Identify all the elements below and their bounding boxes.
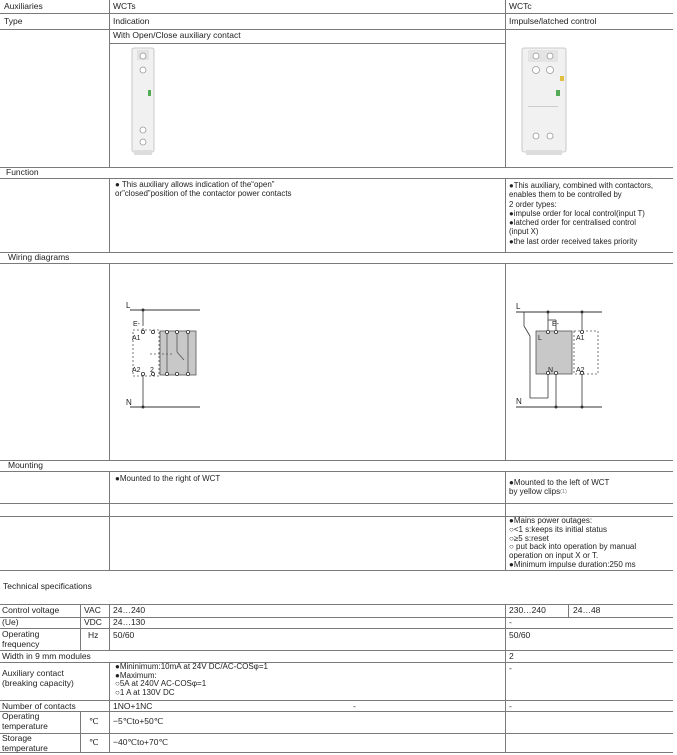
grid-line [0,650,673,651]
grid-line [0,570,673,571]
function-wcts-line: ● This auxiliary allows indication of the“open” [115,180,275,189]
grid-line [109,471,110,570]
op-freq-label [2,630,39,649]
op-temp-label-line: Operating [2,711,40,721]
wcts-a2-label: A2 [132,367,141,374]
aux-contact-label-line: (breaking capacity) [2,677,74,688]
width-wctc: 2 [509,651,514,661]
wctc-input-l-label: L [538,335,542,342]
function-wctc-line: ●the last order received takes priority [509,236,638,246]
aux-contact-wcts-line: ○5A at 240V AC-COSφ=1 [115,679,207,689]
grid-line [0,752,673,753]
mounting-wctc-line: ●Mounted to the left of WCT [509,478,610,487]
wcts-wiring-diagram [120,296,210,412]
op-freq-label-line: Operating [2,629,40,639]
contacts-label: Number of contacts [2,701,76,711]
function-wctc-line: ●This auxiliary, combined with contactors, [509,181,654,190]
aux-contact-wctc: - [509,663,512,673]
storage-temp-label-line: Storage [2,733,32,743]
wcts-wiring-n-label: N [126,398,132,407]
function-wctc-line: ●impulse order for local control(input T) [509,208,645,218]
grid-line [109,0,110,167]
ue-wctc: - [509,617,512,627]
wctc-a1-label: A1 [576,335,585,342]
aux-contact-wcts-line: ○1 A at 130V DC [115,687,175,697]
function-wctc-line: 2 order types: [509,199,557,209]
function-wctc-text [509,181,653,246]
wcts-product-image [128,46,160,156]
grid-line [505,604,506,752]
type-wcts-sub: With Open/Close auxiliary contact [113,30,241,40]
type-label: Type [4,16,23,26]
wctc-wiring-diagram [510,296,610,412]
wctc-product-image [520,46,570,156]
header-wctc: WCTc [509,1,532,11]
control-voltage-label: Control voltage [2,605,60,615]
storage-temp-wcts: −40℃to+70℃ [113,737,169,747]
wctc-wiring-l-label: L [516,302,521,311]
op-temp-wcts: −5℃to+50℃ [113,716,164,726]
ue-unit: VDC [84,617,102,627]
op-freq-unit: Hz [88,630,99,640]
wcts-wiring-l-label: L [126,301,131,310]
type-wcts: Indication [113,16,150,26]
width-label: Width in 9 mm modules [2,651,91,661]
grid-line [0,167,673,168]
wctc-pushbutton-label: E- [552,321,559,328]
wcts-pushbutton-label: E- [133,321,140,328]
function-wcts-text [115,181,292,198]
grid-line [0,662,673,663]
grid-line [505,471,506,570]
aux-contact-label-line: Auxiliary contact [2,668,64,678]
ue-wcts: 24…130 [113,617,146,627]
grid-line [109,263,110,460]
type-wctc: Impulse/latched control [509,16,597,26]
storage-temp-label-line: temperature [2,742,48,753]
function-label: Function [6,167,39,177]
grid-line [109,662,110,752]
grid-line [0,263,673,264]
control-voltage-wctc-a: 230…240 [509,605,546,615]
grid-line [0,700,673,701]
function-wctc-line: (input X) [509,227,539,237]
mounting-wctc-line: by yellow clips$^{(1)}$ [509,486,567,496]
wctc-note-line: ○≥5 s:reset [509,533,549,543]
grid-line [0,711,673,712]
aux-contact-label [2,669,74,688]
mounting-label: Mounting [8,460,43,470]
grid-line [505,178,506,252]
storage-temp-label [2,734,48,753]
op-freq-wcts: 50/60 [113,630,135,640]
mounting-wcts [115,475,220,484]
grid-line [0,252,673,253]
wcts-a1-label: A1 [132,335,141,342]
aux-contact-wcts-line: ●Mininimum:10mA at 24V DC/AC-COSφ=1 [115,662,268,671]
grid-line [109,178,110,252]
grid-line [80,711,81,752]
grid-line [0,29,673,30]
op-freq-wctc: 50/60 [509,630,531,640]
mounting-wctc [509,479,609,496]
wiring-label: Wiring diagrams [8,252,70,262]
wctc-note-line: ○<1 s:keeps its initial status [509,524,607,534]
contacts-wcts: 1NO+1NC [113,701,153,711]
grid-line [0,503,673,504]
wctc-input-n-label: N [548,367,554,374]
aux-contact-wcts [115,663,268,697]
op-temp-label [2,712,48,731]
grid-line [505,263,506,460]
grid-line [0,471,673,472]
grid-line [568,604,569,617]
contacts-dash: - [353,701,356,711]
grid-line [0,178,673,179]
contacts-wctc: - [509,701,512,711]
grid-line [0,460,673,461]
control-voltage-wctc-b: 24…48 [573,605,601,615]
control-voltage-wcts: 24…240 [113,605,146,615]
header-wcts: WCTs [113,1,136,11]
wcts-terminal-2-label: 2 [150,367,154,374]
op-temp-label-line: temperature [2,720,48,731]
op-freq-label-line: frequency [2,638,40,649]
op-temp-unit: ℃ [89,716,99,726]
control-voltage-unit: VAC [84,605,101,615]
grid-line [0,13,673,14]
ue-label: (Ue) [2,617,19,627]
wctc-notes [509,517,636,570]
mounting-wcts-line: ●Mounted to the right of WCT [115,474,221,483]
grid-line [80,604,81,650]
aux-contact-wcts-line: ●Maximum: [115,670,157,680]
grid-line [110,43,505,44]
header-auxiliaries: Auxiliaries [4,1,43,11]
wctc-note-line: operation on input X or T. [509,551,599,561]
storage-temp-unit: ℃ [89,737,99,747]
techspec-label: Technical specifications [3,581,92,591]
function-wctc-line: ●latched order for centralised control [509,218,636,228]
grid-line [0,628,673,629]
wctc-note-line: ●Minimum impulse duration:250 ms [509,559,636,569]
grid-line [505,0,506,167]
wctc-note-line: ●Mains power outages: [509,516,593,525]
wctc-wiring-n-label: N [516,397,522,406]
grid-line [0,733,673,734]
function-wctc-line: enables them to be controlled by [509,190,622,200]
wctc-note-line: ○ put back into operation by manual [509,542,637,552]
grid-line [109,604,110,650]
function-wcts-line: or”closed”position of the contactor power contacts [115,188,292,198]
mounting-wctc-footnote: (1) [560,488,567,495]
wctc-a2-label: A2 [576,367,585,374]
